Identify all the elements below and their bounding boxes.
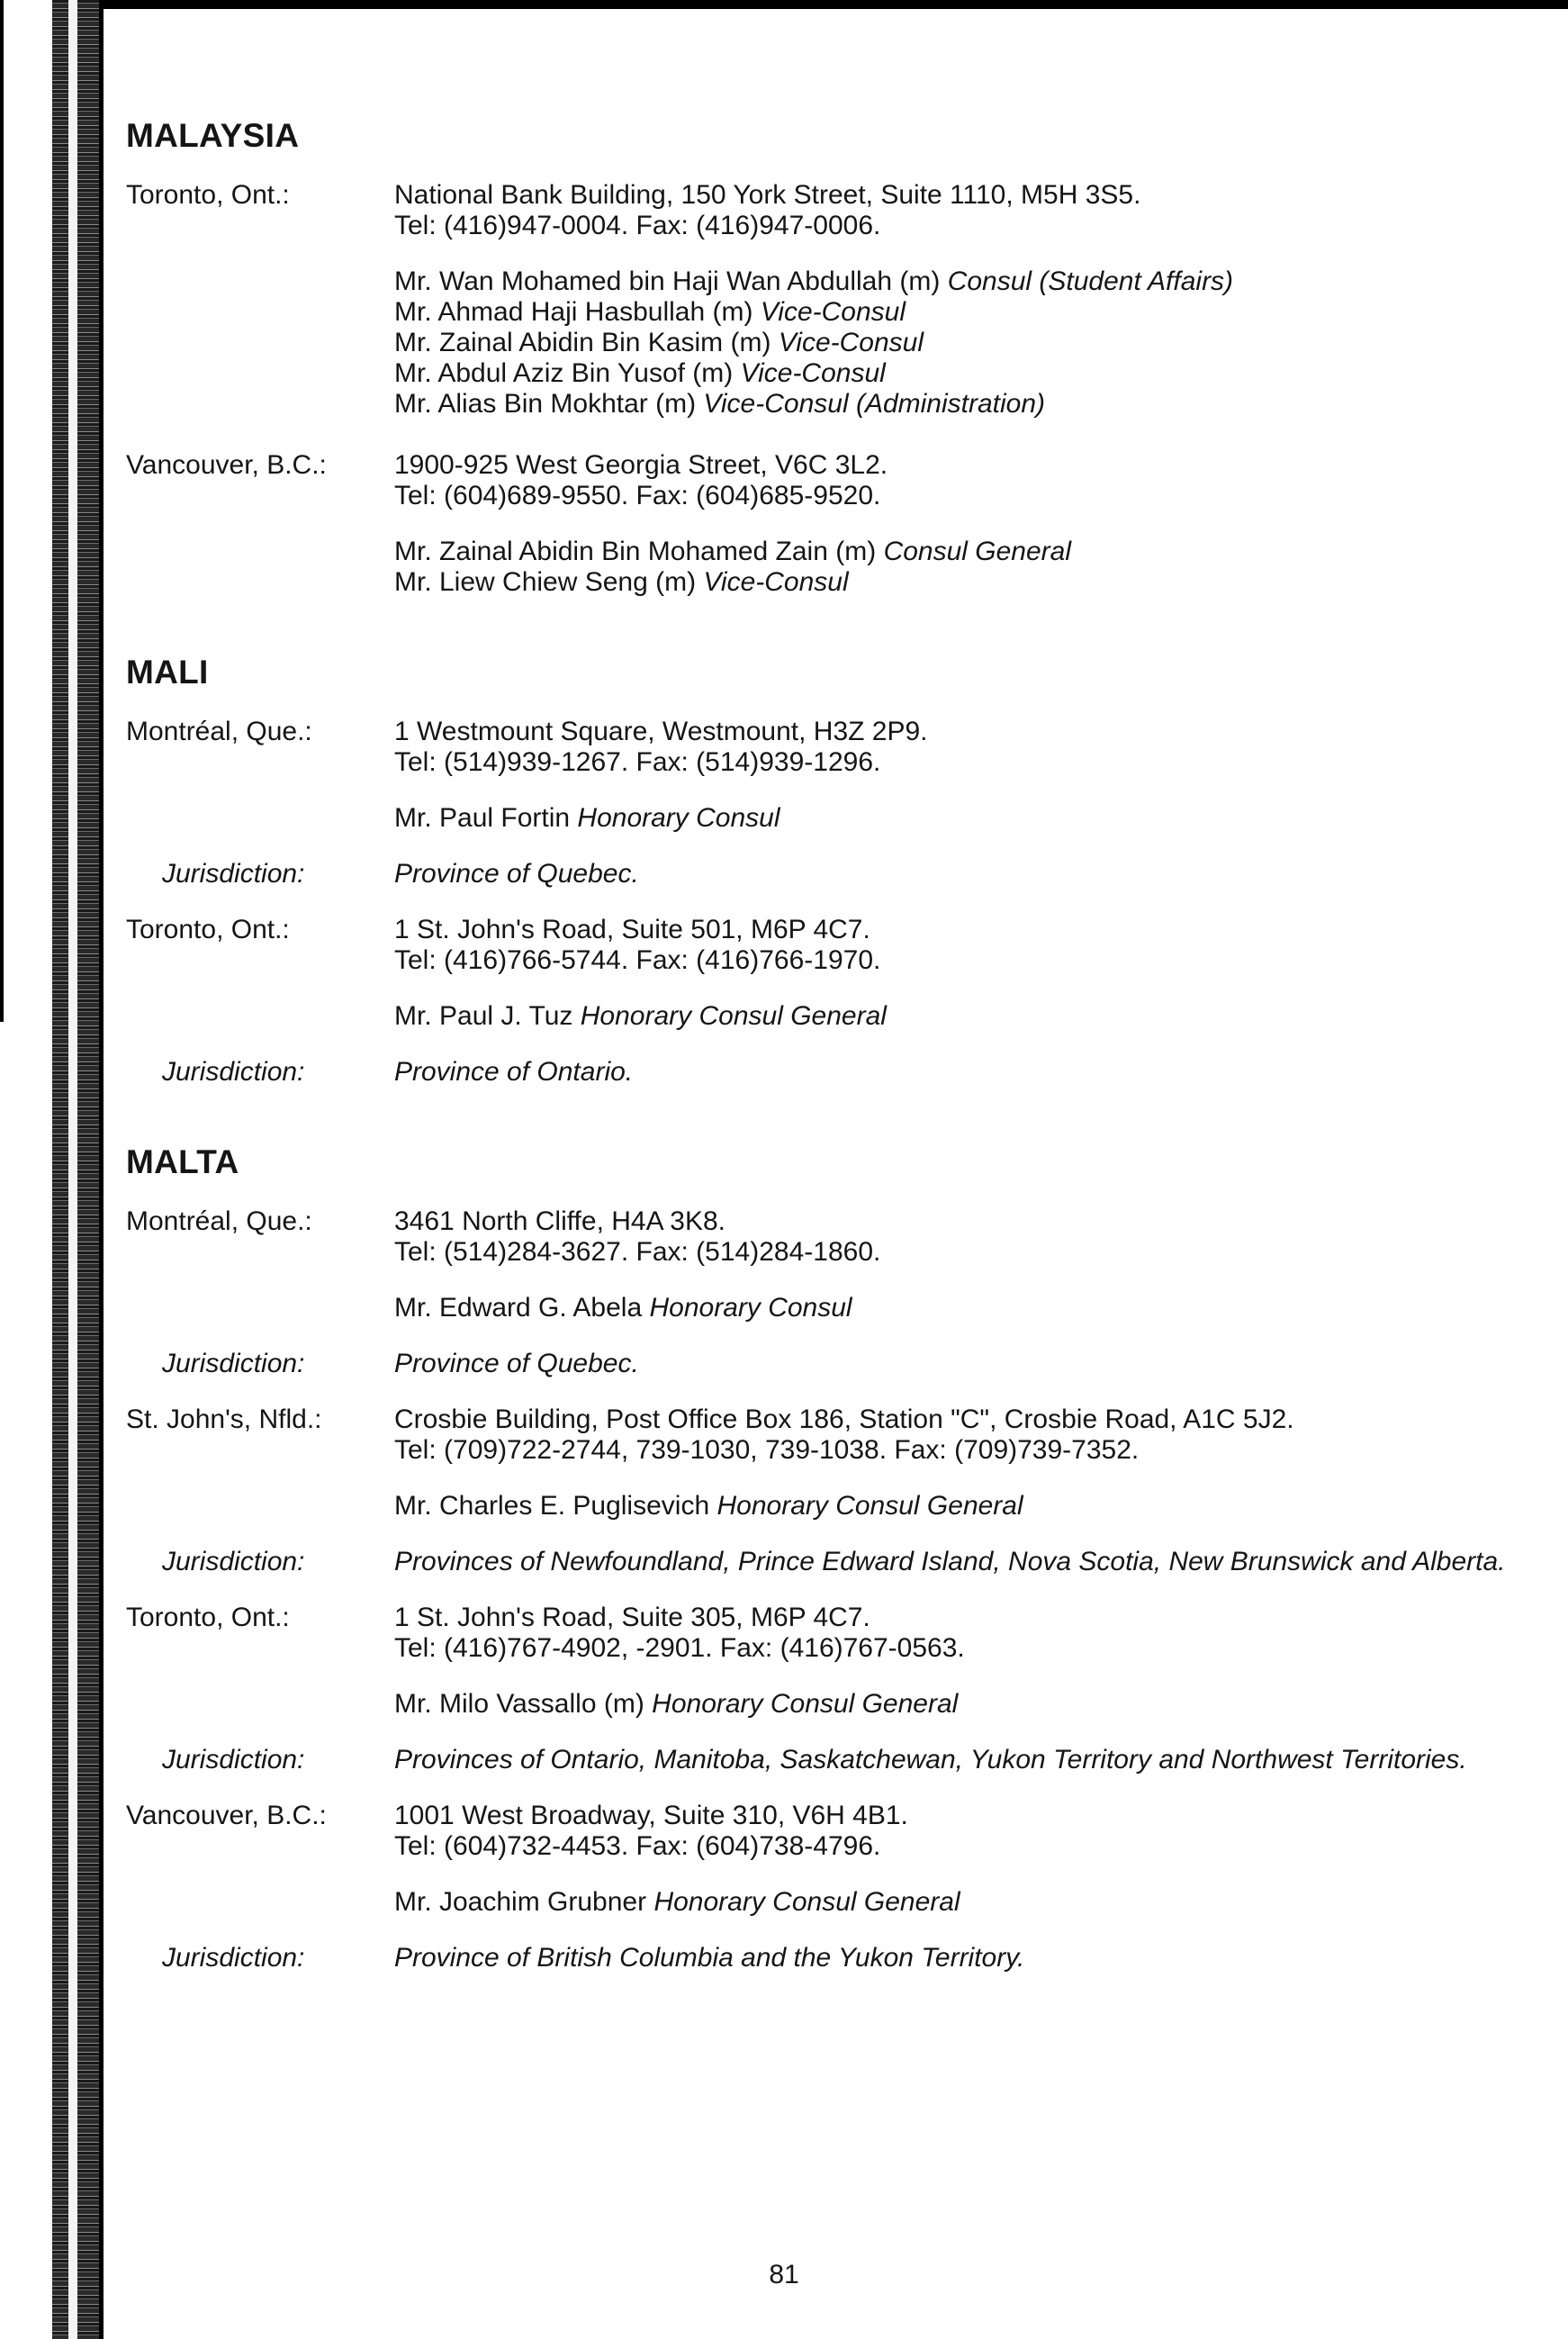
entry (126, 915, 1512, 1088)
jurisdiction-text: Provinces of Newfoundland, Prince Edward Island, Nova Scotia, New Brunswick and Alberta. (394, 1547, 1506, 1576)
staff-member (394, 1887, 1512, 1918)
staff-member (394, 1293, 1512, 1323)
location-label: St. John's, Nfld.: (126, 1404, 322, 1434)
entry (126, 717, 1512, 890)
entry (126, 1603, 1512, 1775)
staff-name: Mr. Zainal Abidin Bin Mohamed Zain (m) (394, 537, 877, 566)
country-heading: MALTA (126, 1143, 239, 1180)
section-malaysia (126, 117, 1512, 598)
address: Crosbie Building, Post Office Box 186, Station "C", Crosbie Road, A1C 5J2. (394, 1404, 1294, 1434)
staff-member (394, 1689, 1512, 1720)
address: 3461 North Cliffe, H4A 3K8. (394, 1206, 725, 1236)
staff-title: Vice-Consul (Administration) (703, 389, 1046, 419)
phone-fax: Tel: (514)284-3627. Fax: (514)284-1860. (394, 1237, 881, 1267)
directory-page (126, 117, 1512, 2029)
address: 1 St. John's Road, Suite 501, M6P 4C7. (394, 915, 870, 944)
staff-name: Mr. Joachim Grubner (394, 1887, 647, 1917)
staff-member (394, 803, 1512, 834)
staff-member (394, 297, 1512, 328)
location-label: Toronto, Ont.: (126, 915, 290, 944)
entry (126, 1801, 1512, 1973)
phone-fax: Tel: (416)767-4902, -2901. Fax: (416)767-0563. (394, 1633, 965, 1663)
jurisdiction-text: Provinces of Ontario, Manitoba, Saskatchewan, Yukon Territory and Northwest Territories. (394, 1745, 1467, 1775)
address: 1 Westmount Square, Westmount, H3Z 2P9. (394, 717, 928, 746)
jurisdiction-label: Jurisdiction: (162, 1349, 305, 1378)
phone-fax: Tel: (416)766-5744. Fax: (416)766-1970. (394, 945, 881, 975)
staff-name: Mr. Milo Vassallo (m) (394, 1689, 644, 1719)
staff-member (394, 567, 1512, 598)
staff-name: Mr. Abdul Aziz Bin Yusof (m) (394, 358, 734, 388)
location-label: Vancouver, B.C.: (126, 1801, 327, 1830)
jurisdiction-text: Province of Ontario. (394, 1057, 634, 1087)
entry (126, 450, 1512, 598)
staff-member (394, 328, 1512, 358)
staff-member (394, 266, 1512, 297)
jurisdiction-text: Province of Quebec. (394, 859, 639, 889)
staff-member (394, 1491, 1512, 1522)
staff-name: Mr. Paul J. Tuz (394, 1001, 573, 1031)
phone-fax: Tel: (416)947-0004. Fax: (416)947-0006. (394, 211, 881, 240)
staff-title: Honorary Consul General (580, 1001, 887, 1031)
staff-name: Mr. Ahmad Haji Hasbullah (m) (394, 297, 753, 327)
staff-name: Mr. Charles E. Puglisevich (394, 1491, 710, 1521)
address: National Bank Building, 150 York Street, Suite 1110, M5H 3S5. (394, 180, 1141, 210)
jurisdiction-label: Jurisdiction: (162, 1943, 305, 1973)
staff-title: Honorary Consul (577, 803, 780, 833)
staff-member (394, 537, 1512, 567)
staff-title: Vice-Consul (760, 297, 906, 327)
staff-name: Mr. Edward G. Abela (394, 1293, 643, 1323)
section-mali (126, 654, 1512, 1088)
location-label: Vancouver, B.C.: (126, 450, 327, 480)
staff-member (394, 358, 1512, 389)
location-label: Toronto, Ont.: (126, 180, 290, 210)
scan-edge-mark (0, 0, 4, 1022)
phone-fax: Tel: (709)722-2744, 739-1030, 739-1038. Fax: (709)739-7352. (394, 1435, 1140, 1465)
staff-title: Honorary Consul (649, 1293, 852, 1323)
jurisdiction-text: Province of Quebec. (394, 1349, 639, 1378)
staff-title: Consul (Student Affairs) (947, 266, 1234, 296)
phone-fax: Tel: (604)732-4453. Fax: (604)738-4796. (394, 1831, 881, 1861)
jurisdiction-label: Jurisdiction: (162, 1547, 305, 1576)
staff-title: Honorary Consul General (653, 1887, 960, 1917)
country-heading: MALI (126, 654, 209, 691)
jurisdiction-label: Jurisdiction: (162, 1745, 305, 1775)
location-label: Toronto, Ont.: (126, 1603, 290, 1632)
staff-name: Mr. Alias Bin Mokhtar (m) (394, 389, 697, 419)
phone-fax: Tel: (514)939-1267. Fax: (514)939-1296. (394, 747, 881, 777)
address: 1900-925 West Georgia Street, V6C 3L2. (394, 450, 888, 480)
staff-name: Mr. Wan Mohamed bin Haji Wan Abdullah (m) (394, 266, 941, 296)
staff-member (394, 389, 1512, 420)
phone-fax: Tel: (604)689-9550. Fax: (604)685-9520. (394, 481, 881, 510)
staff-title: Consul General (883, 537, 1072, 566)
page-number: 81 (769, 2260, 799, 2289)
address: 1001 West Broadway, Suite 310, V6H 4B1. (394, 1801, 908, 1830)
entry (126, 1404, 1512, 1577)
jurisdiction-label: Jurisdiction: (162, 859, 305, 889)
entry (126, 1206, 1512, 1379)
country-heading: MALAYSIA (126, 117, 300, 154)
staff-title: Vice-Consul (703, 567, 849, 597)
staff-name: Mr. Liew Chiew Seng (m) (394, 567, 697, 597)
address: 1 St. John's Road, Suite 305, M6P 4C7. (394, 1603, 870, 1632)
jurisdiction-label: Jurisdiction: (162, 1057, 305, 1087)
staff-title: Honorary Consul General (716, 1491, 1023, 1521)
staff-member (394, 1001, 1512, 1032)
staff-name: Mr. Zainal Abidin Bin Kasim (m) (394, 328, 771, 357)
staff-title: Honorary Consul General (652, 1689, 959, 1719)
entry (126, 180, 1512, 420)
staff-title: Vice-Consul (778, 328, 924, 357)
top-rule (99, 0, 1568, 9)
staff-title: Vice-Consul (740, 358, 886, 388)
location-label: Montréal, Que.: (126, 1206, 312, 1236)
section-malta (126, 1143, 1512, 1973)
location-label: Montréal, Que.: (126, 717, 312, 746)
jurisdiction-text: Province of British Columbia and the Yukon Territory. (394, 1943, 1025, 1973)
staff-name: Mr. Paul Fortin (394, 803, 571, 833)
binding-edge (52, 0, 104, 2339)
